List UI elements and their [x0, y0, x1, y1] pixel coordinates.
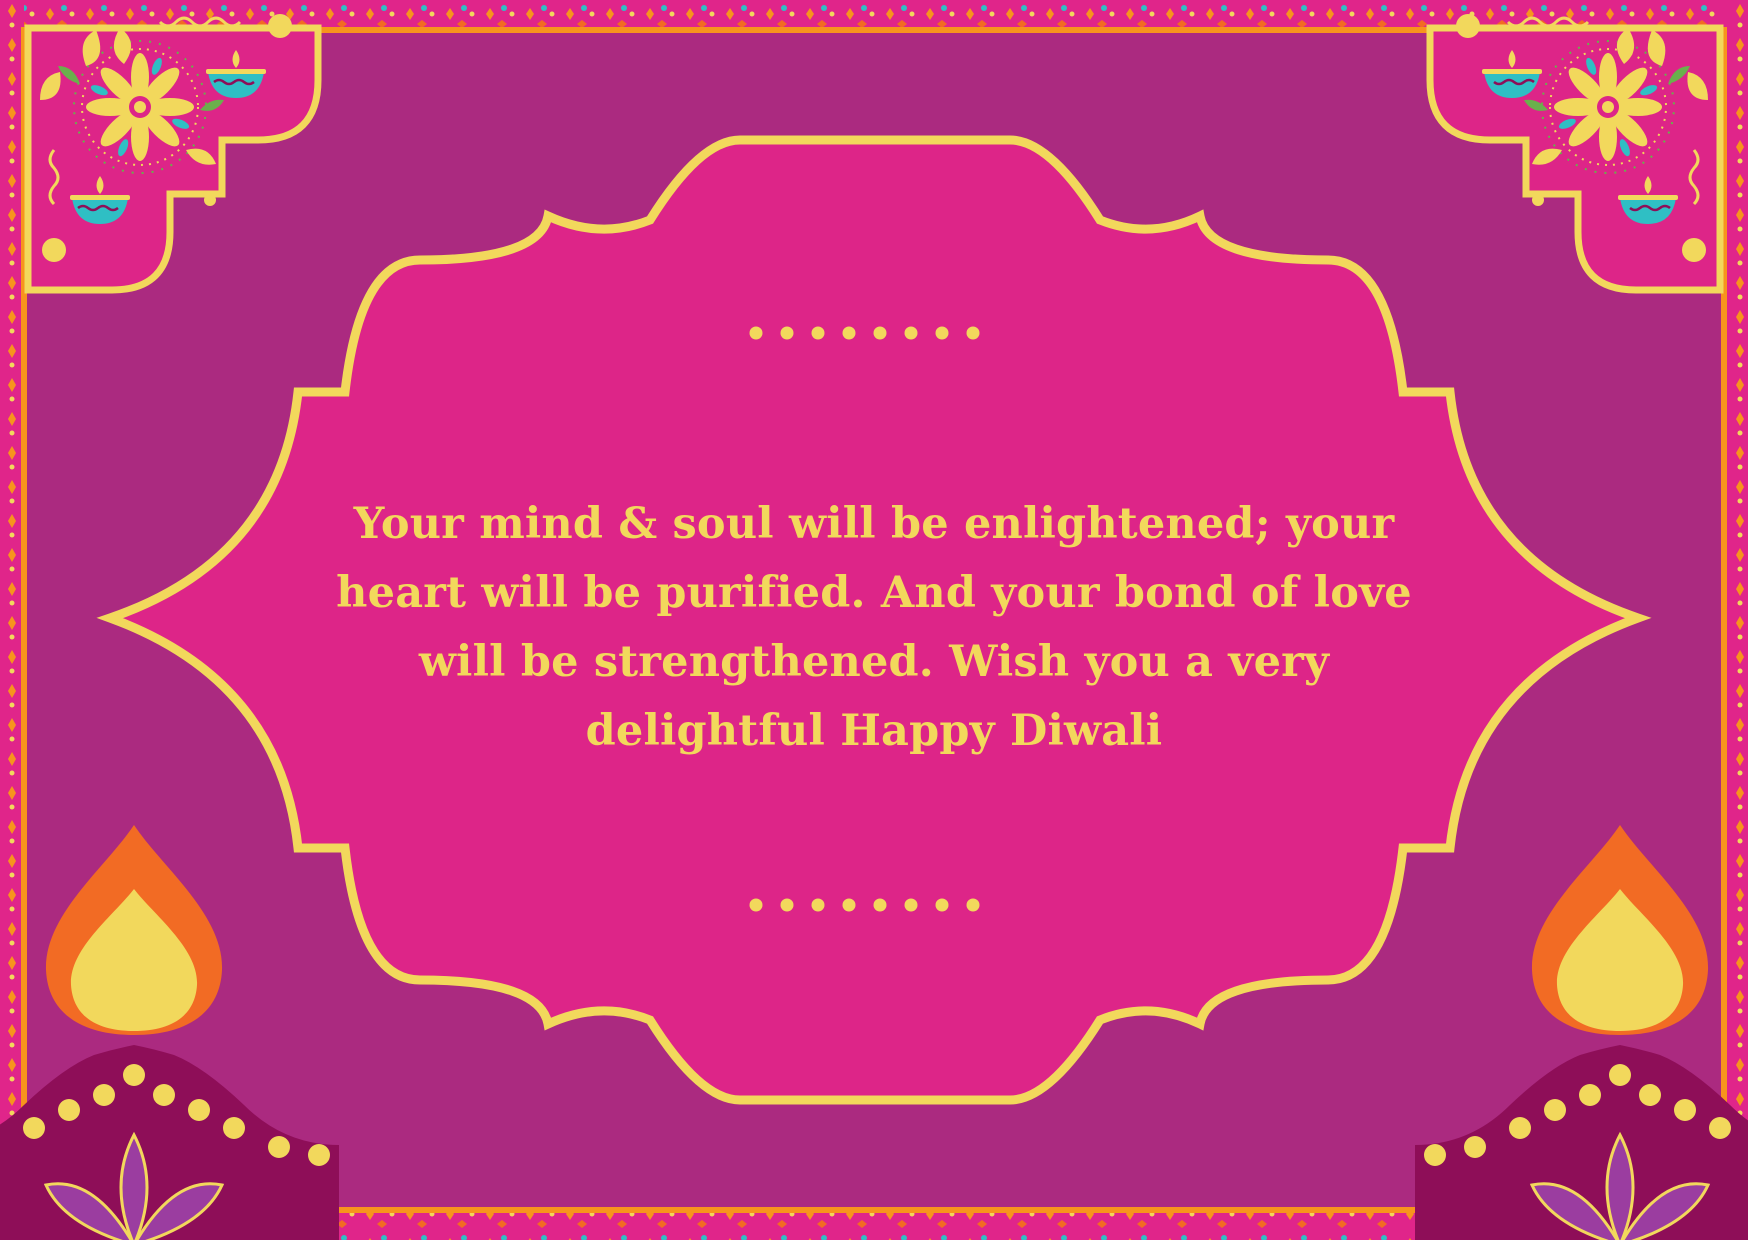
left-border [0, 0, 24, 1240]
diya-lamp-icon [1415, 825, 1748, 1240]
greeting-message: Your mind & soul will be enlightened; your heart will be purified. And your bond of love will be strengthened. Wish you a very delightful Happy Diwali [336, 499, 1412, 756]
diya-lamp-icon [0, 825, 339, 1240]
right-border [1724, 0, 1748, 1240]
mandala-diya-corner-icon [28, 14, 318, 290]
mandala-diya-corner-icon [1430, 14, 1720, 290]
